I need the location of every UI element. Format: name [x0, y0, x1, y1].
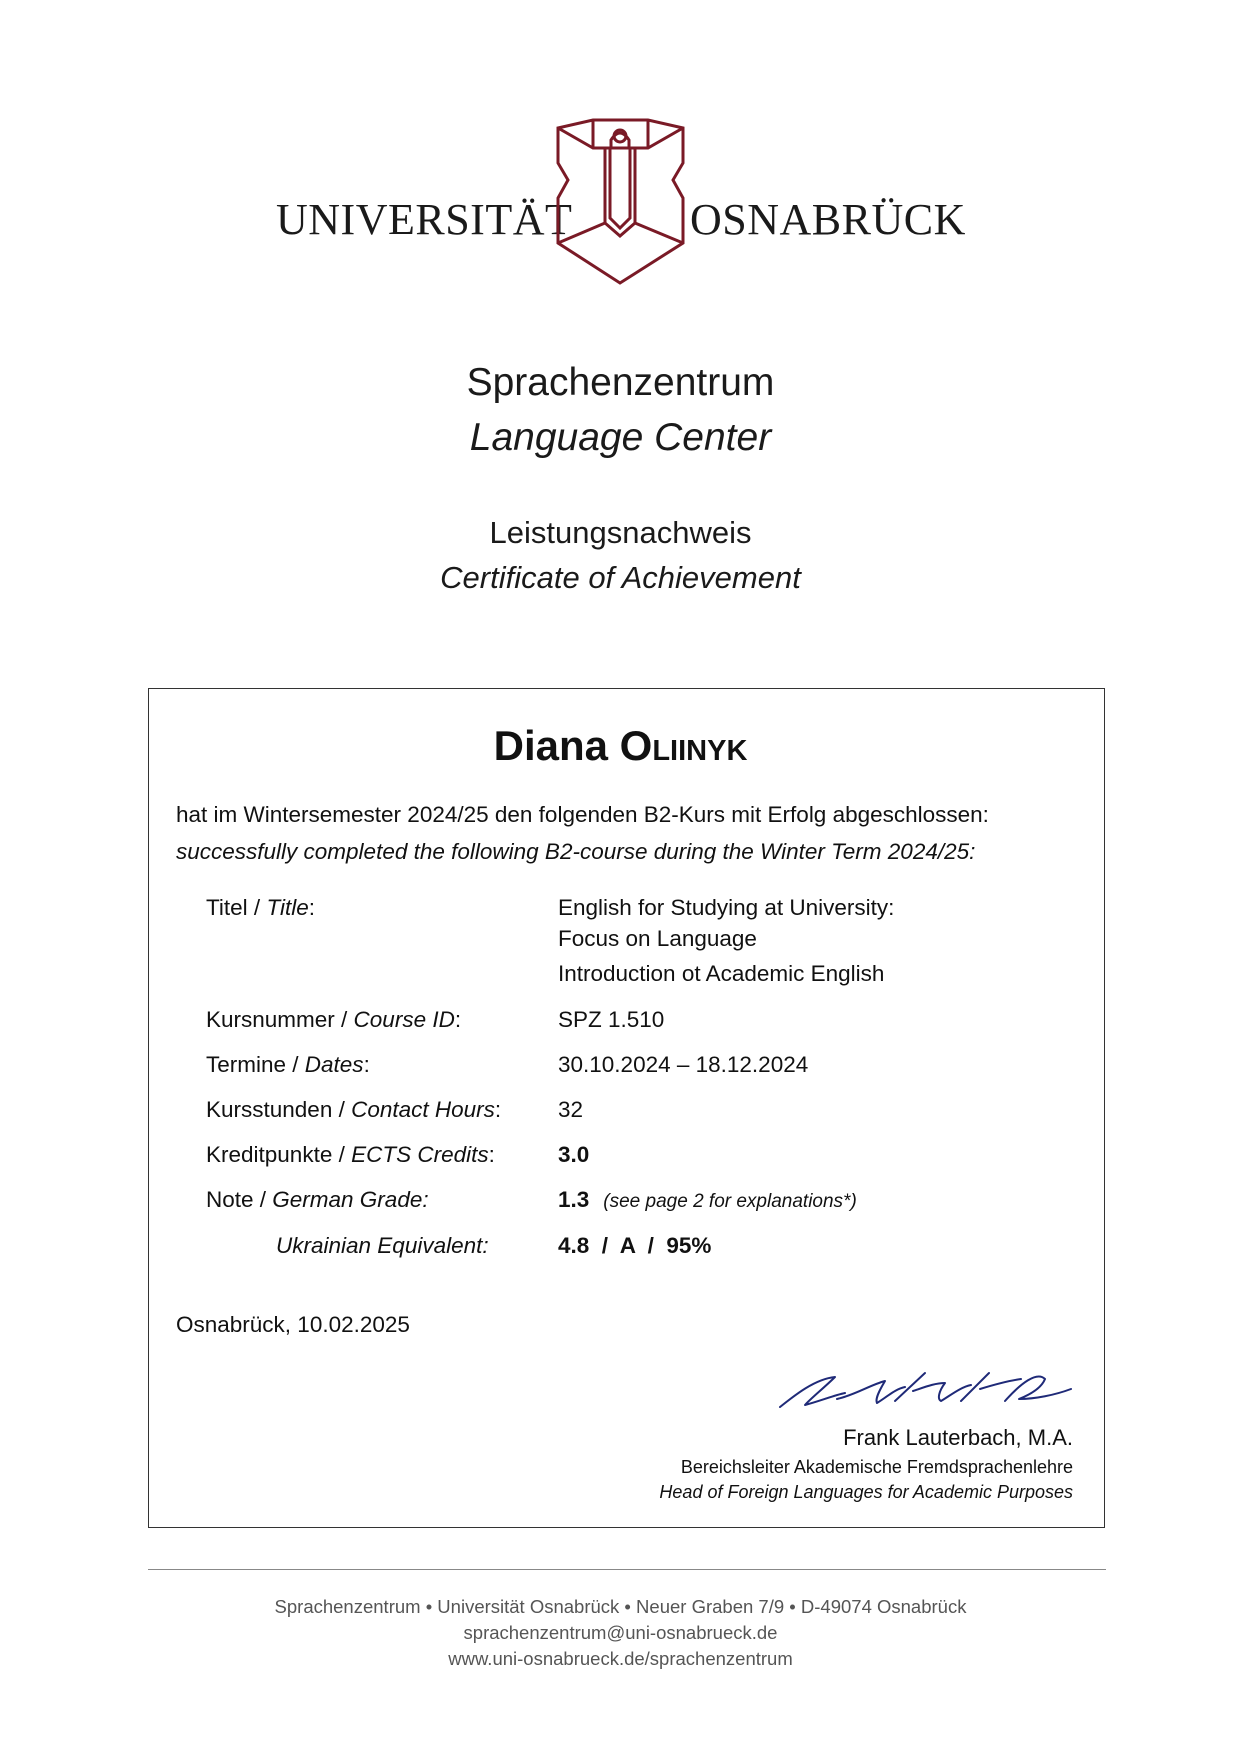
contact-hours-label-de: Kursstunden /: [206, 1097, 352, 1122]
footer-website: www.uni-osnabrueck.de/sprachenzentrum: [448, 1648, 793, 1669]
student-name: [0, 722, 1241, 769]
signatory-role-de: Bereichsleiter Akademische Fremdsprachenlehre: [680, 1457, 1073, 1477]
title-label-de: Titel /: [206, 895, 267, 920]
course-id-value: SPZ 1.510: [558, 1007, 665, 1032]
signatory-name: Frank Lauterbach, M.A.: [843, 1425, 1073, 1450]
university-crest-icon: [553, 118, 688, 286]
handwritten-signature: [775, 1365, 1075, 1413]
dates-value: 30.10.2024 – 18.12.2024: [558, 1052, 809, 1077]
title-label: Titel / Title:: [206, 895, 316, 920]
footer-divider: [148, 1569, 1106, 1570]
department-name-de: Sprachenzentrum: [466, 361, 775, 404]
ects-credits-value: 3.0: [558, 1142, 590, 1167]
ukrainian-equivalent-value: 4.8 / A / 95%: [558, 1233, 712, 1258]
ects-credits-label-de: Kreditpunkte /: [206, 1142, 352, 1167]
title-label-en: Title: [266, 895, 309, 920]
certificate-title-en: Certificate of Achievement: [440, 560, 801, 595]
ects-credits-label-en: ECTS Credits: [351, 1142, 489, 1167]
place-and-date: Osnabrück, 10.02.2025: [176, 1312, 410, 1337]
title-value-line-2: Focus on Language: [558, 926, 757, 951]
footer-email: sprachenzentrum@uni-osnabrueck.de: [463, 1622, 778, 1643]
german-grade-label-de: Note /: [206, 1187, 273, 1212]
german-grade-value-row: [558, 1189, 857, 1212]
intro-text-en: successfully completed the following B2-course during the Winter Term 2024/25:: [176, 839, 976, 864]
dates-label-en: Dates: [304, 1052, 364, 1077]
grade-explanation-note: (see page 2 for explanations*): [603, 1191, 857, 1212]
german-grade-label-en: German Grade:: [272, 1187, 429, 1212]
dates-label: Termine / Dates:: [206, 1052, 370, 1077]
certificate-title-de: Leistungsnachweis: [489, 515, 752, 550]
dates-label-de: Termine /: [206, 1052, 305, 1077]
department-name-en: Language Center: [469, 416, 772, 459]
student-first-name: Diana: [493, 722, 608, 769]
title-value-line-1: English for Studying at University:: [558, 895, 895, 920]
course-id-label: Kursnummer / Course ID:: [206, 1007, 462, 1032]
contact-hours-value: 32: [558, 1097, 584, 1122]
footer-address: Sprachenzentrum • Universität Osnabrück • Neuer Graben 7/9 • D-49074 Osnabrück: [274, 1596, 967, 1617]
signatory-role-en: Head of Foreign Languages for Academic Purposes: [659, 1482, 1073, 1502]
course-id-label-en: Course ID: [353, 1007, 455, 1032]
ects-credits-label: Kreditpunkte / ECTS Credits:: [206, 1142, 495, 1167]
student-last-name: Oliinyk: [619, 722, 748, 769]
title-value-line-3: Introduction ot Academic English: [558, 961, 885, 986]
course-id-label-de: Kursnummer /: [206, 1007, 354, 1032]
university-wordmark-left: UNIVERSITÄT: [276, 195, 573, 244]
university-wordmark-right: OSNABRÜCK: [690, 195, 966, 244]
contact-hours-label: Kursstunden / Contact Hours:: [206, 1097, 502, 1122]
contact-hours-label-en: Contact Hours: [351, 1097, 495, 1122]
intro-text-de: hat im Wintersemester 2024/25 den folgenden B2-Kurs mit Erfolg abgeschlossen:: [176, 802, 989, 827]
ukrainian-equivalent-label: Ukrainian Equivalent:: [276, 1233, 489, 1258]
german-grade-label: [206, 1189, 429, 1212]
german-grade-value: 1.3: [558, 1187, 590, 1212]
